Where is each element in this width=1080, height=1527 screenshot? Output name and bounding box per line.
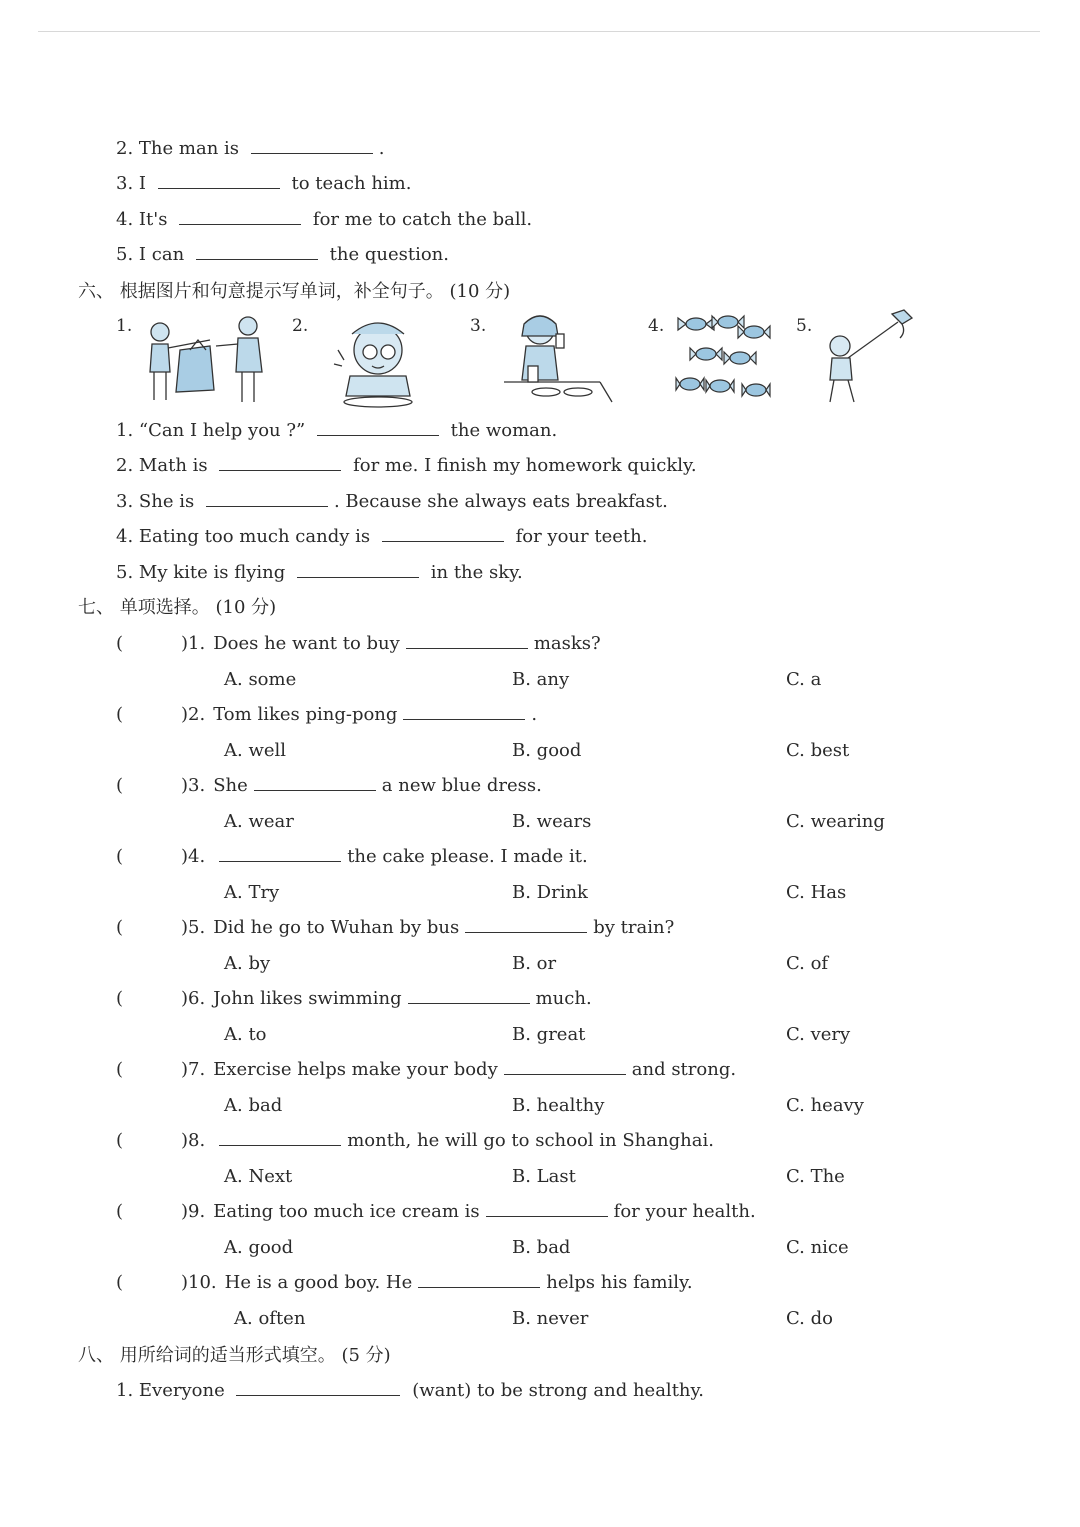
s6-item-4 (116, 525, 647, 549)
answer-paren[interactable]: ( (116, 1059, 124, 1080)
option-a[interactable]: A. some (224, 669, 297, 690)
answer-blank[interactable] (158, 172, 280, 189)
item-text-after: the woman. (450, 420, 558, 441)
item-number: 2. (116, 138, 134, 159)
section-title: 六、 根据图片和句意提示写单词，补全句子。 (78, 281, 444, 302)
answer-paren[interactable]: ( (116, 988, 124, 1009)
section-points: (10 分) (449, 281, 511, 302)
answer-paren[interactable]: ( (116, 633, 124, 654)
question-number: )7. (181, 1059, 206, 1080)
mcq-question-7 (181, 1058, 736, 1082)
answer-blank[interactable] (196, 243, 318, 260)
answer-blank[interactable] (297, 561, 419, 578)
section-7-heading (78, 596, 276, 620)
option-c[interactable]: C. very (786, 1024, 851, 1045)
question-text-after: and strong. (631, 1059, 737, 1080)
answer-blank[interactable] (206, 490, 328, 507)
item-number: 5. (116, 562, 134, 583)
s6-item-2 (116, 454, 697, 478)
question-text-after: the cake please. I made it. (347, 846, 588, 867)
option-b[interactable]: B. good (512, 740, 582, 761)
item-number: 1. (116, 420, 134, 441)
section-title: 八、 用所给词的适当形式填空。 (78, 1345, 336, 1366)
item-text-after: . Because she always eats breakfast. (333, 491, 668, 512)
boy-kite-icon (822, 310, 917, 410)
mcq-question-5 (181, 916, 674, 940)
section-points: (5 分) (341, 1345, 391, 1366)
fill-item-2 (116, 137, 384, 161)
item-text-after: for me to catch the ball. (312, 209, 533, 230)
question-text-after: by train? (593, 917, 675, 938)
question-text-after: . (531, 704, 538, 725)
option-c[interactable]: C. best (786, 740, 850, 761)
candy-icon (676, 310, 772, 410)
page-top-rule (38, 31, 1040, 32)
picture-label-1: 1. (116, 316, 133, 336)
item-number: 3. (116, 173, 134, 194)
option-b[interactable]: B. or (512, 953, 557, 974)
picture-label-3: 3. (470, 316, 487, 336)
question-text-after: a new blue dress. (381, 775, 542, 796)
mcq-question-8 (181, 1129, 714, 1153)
question-text-before: Tom likes ping-pong (213, 704, 398, 725)
question-text-before: She (213, 775, 248, 796)
option-a[interactable]: A. by (224, 953, 271, 974)
answer-paren[interactable]: ( (116, 846, 124, 867)
fill-item-4 (116, 208, 532, 232)
item-text-before: She is (138, 491, 195, 512)
option-a[interactable]: A. good (224, 1237, 294, 1258)
section-6-heading (78, 280, 510, 304)
answer-paren[interactable]: ( (116, 704, 124, 725)
answer-paren[interactable]: ( (116, 1130, 124, 1151)
answer-blank[interactable] (504, 1058, 626, 1075)
option-a[interactable]: A. Next (224, 1166, 293, 1187)
option-c[interactable]: C. do (786, 1308, 833, 1329)
question-text-before: Exercise helps make your body (213, 1059, 498, 1080)
fill-item-3 (116, 172, 411, 196)
item-text-after: for your teeth. (515, 526, 648, 547)
option-b[interactable]: B. Drink (512, 882, 588, 903)
clothes-shopping-icon (140, 310, 270, 410)
option-c[interactable]: C. nice (786, 1237, 849, 1258)
mcq-question-3 (181, 774, 542, 798)
item-text-before: The man is (138, 138, 240, 159)
question-number: )2. (181, 704, 206, 725)
option-a[interactable]: A. to (224, 1024, 267, 1045)
option-b[interactable]: B. any (512, 669, 570, 690)
option-b[interactable]: B. healthy (512, 1095, 605, 1116)
answer-blank[interactable] (486, 1200, 608, 1217)
item-text-after: to teach him. (291, 173, 412, 194)
question-text-before: Did he go to Wuhan by bus (213, 917, 460, 938)
item-text-before: “Can I help you ?” (138, 420, 306, 441)
question-text-after: masks? (533, 633, 601, 654)
option-c[interactable]: C. a (786, 669, 822, 690)
item-text-after: . (378, 138, 385, 159)
section-8-heading (78, 1344, 391, 1368)
question-number: )4. (181, 846, 206, 867)
answer-blank[interactable] (465, 916, 587, 933)
item-number: 1. (116, 1380, 134, 1401)
option-c[interactable]: C. Has (786, 882, 847, 903)
answer-blank[interactable] (406, 632, 528, 649)
option-b[interactable]: B. Last (512, 1166, 576, 1187)
question-number: )6. (181, 988, 206, 1009)
question-text-before: Eating too much ice cream is (213, 1201, 480, 1222)
mcq-question-2 (181, 703, 537, 727)
answer-paren[interactable]: ( (116, 1201, 124, 1222)
picture-label-2: 2. (292, 316, 309, 336)
picture-label-4: 4. (648, 316, 665, 336)
option-c[interactable]: C. The (786, 1166, 845, 1187)
option-b[interactable]: B. bad (512, 1237, 571, 1258)
item-number: 5. (116, 244, 134, 265)
item-text-after: (want) to be strong and healthy. (412, 1380, 705, 1401)
picture-label-5: 5. (796, 316, 813, 336)
option-c[interactable]: C. wearing (786, 811, 885, 832)
option-b[interactable]: B. never (512, 1308, 589, 1329)
answer-blank[interactable] (317, 419, 439, 436)
question-text-after: much. (535, 988, 592, 1009)
item-text-after: for me. I finish my homework quickly. (353, 455, 697, 476)
question-number: )3. (181, 775, 206, 796)
answer-blank[interactable] (219, 1129, 341, 1146)
question-number: )1. (181, 633, 206, 654)
item-number: 2. (116, 455, 134, 476)
question-text-before: He is a good boy. He (224, 1272, 413, 1293)
answer-blank[interactable] (219, 454, 341, 471)
question-text-after: for your health. (613, 1201, 756, 1222)
answer-blank[interactable] (251, 137, 373, 154)
item-text-before: Eating too much candy is (138, 526, 371, 547)
item-text-before: I (138, 173, 147, 194)
mcq-question-10 (181, 1271, 693, 1295)
fill-item-5 (116, 243, 449, 267)
question-number: )5. (181, 917, 206, 938)
answer-paren[interactable]: ( (116, 917, 124, 938)
answer-paren[interactable]: ( (116, 1272, 124, 1293)
s8-item-1 (116, 1379, 704, 1403)
s6-item-5 (116, 561, 523, 585)
answer-blank[interactable] (403, 703, 525, 720)
item-text-before: Everyone (138, 1380, 225, 1401)
item-number: 4. (116, 209, 134, 230)
girl-breakfast-icon (500, 310, 615, 410)
mcq-question-1 (181, 632, 601, 656)
option-a[interactable]: A. well (224, 740, 287, 761)
option-a[interactable]: A. wear (224, 811, 294, 832)
item-text-before: It's (138, 209, 168, 230)
section-points: (10 分) (215, 597, 277, 618)
answer-blank[interactable] (254, 774, 376, 791)
item-text-before: Math is (138, 455, 208, 476)
answer-blank[interactable] (382, 525, 504, 542)
answer-blank[interactable] (219, 845, 341, 862)
s6-item-1 (116, 419, 557, 443)
question-number: )8. (181, 1130, 206, 1151)
answer-blank[interactable] (236, 1379, 400, 1396)
item-number: 3. (116, 491, 134, 512)
question-number: )10. (181, 1272, 217, 1293)
sick-girl-icon (330, 310, 430, 410)
option-a[interactable]: A. often (234, 1308, 306, 1329)
item-number: 4. (116, 526, 134, 547)
item-text-before: I can (138, 244, 185, 265)
option-b[interactable]: B. wears (512, 811, 592, 832)
question-number: )9. (181, 1201, 206, 1222)
answer-blank[interactable] (418, 1271, 540, 1288)
item-text-after: in the sky. (430, 562, 523, 583)
answer-blank[interactable] (179, 208, 301, 225)
item-text-before: My kite is flying (138, 562, 286, 583)
answer-blank[interactable] (408, 987, 530, 1004)
question-text-before: John likes swimming (213, 988, 402, 1009)
answer-paren[interactable]: ( (116, 775, 124, 796)
option-c[interactable]: C. heavy (786, 1095, 864, 1116)
option-c[interactable]: C. of (786, 953, 829, 974)
s6-item-3 (116, 490, 668, 514)
section-title: 七、 单项选择。 (78, 597, 210, 618)
item-text-after: the question. (329, 244, 449, 265)
question-text-after: helps his family. (546, 1272, 693, 1293)
question-text-after: month, he will go to school in Shanghai. (347, 1130, 714, 1151)
option-a[interactable]: A. Try (224, 882, 280, 903)
option-a[interactable]: A. bad (224, 1095, 283, 1116)
mcq-question-4 (181, 845, 588, 869)
mcq-question-6 (181, 987, 592, 1011)
option-b[interactable]: B. great (512, 1024, 586, 1045)
question-text-before: Does he want to buy (213, 633, 400, 654)
mcq-question-9 (181, 1200, 756, 1224)
